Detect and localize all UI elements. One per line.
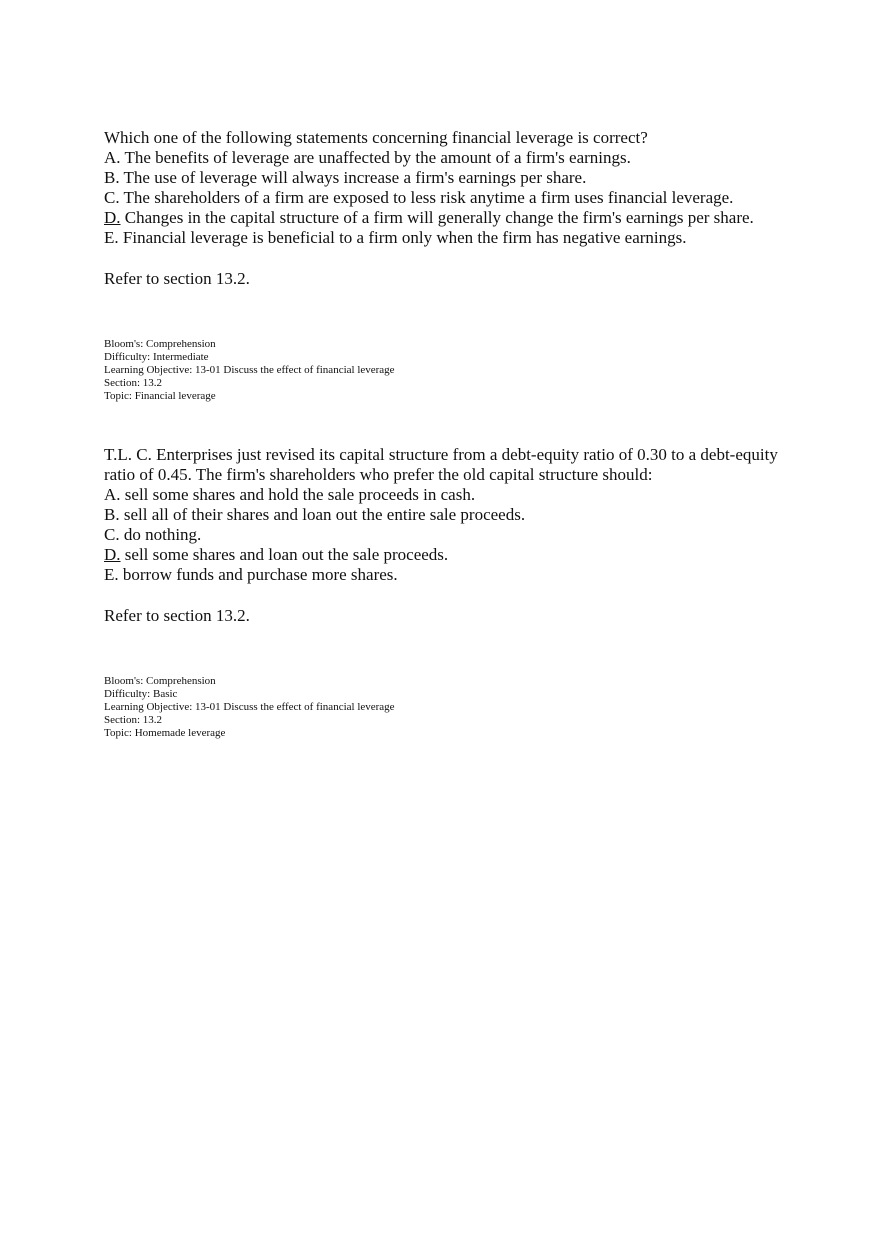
option-text: The use of leverage will always increase a firm's earnings per share. bbox=[119, 168, 587, 187]
section-number: Section: 13.2 bbox=[104, 377, 163, 389]
question-stem: T.L. C. Enterprises just revised its capital structure from a debt-equity ratio of 0.30 to a debt-equity ratio of 0.45. The firm's shareholders who prefer the old capital structure should: bbox=[104, 445, 778, 484]
section-reference: Refer to section 13.2. bbox=[104, 606, 250, 625]
topic: Topic: Financial leverage bbox=[104, 390, 216, 402]
option-text: Changes in the capital structure of a firm will generally change the firm's earnings per share. bbox=[120, 208, 754, 227]
option-letter: E. bbox=[104, 565, 119, 584]
option-text: Financial leverage is beneficial to a firm only when the firm has negative earnings. bbox=[118, 228, 687, 247]
option-letter: E. bbox=[104, 228, 119, 247]
section-number: Section: 13.2 bbox=[104, 714, 163, 726]
option-letter: B. bbox=[104, 168, 120, 187]
question-stem: Which one of the following statements concerning financial leverage is correct? bbox=[104, 128, 648, 147]
option-text: The shareholders of a firm are exposed to less risk anytime a firm uses financial leverage. bbox=[119, 188, 734, 207]
option-letter: C. bbox=[104, 188, 120, 207]
difficulty-level: Difficulty: Intermediate bbox=[104, 351, 209, 363]
answer-option-e bbox=[104, 228, 784, 248]
correct-option-letter: D. bbox=[104, 545, 121, 564]
question-block-2 bbox=[104, 445, 784, 740]
learning-objective: Learning Objective: 13-01 Discuss the effect of financial leverage bbox=[104, 364, 395, 376]
answer-option-b bbox=[104, 168, 784, 188]
learning-objective: Learning Objective: 13-01 Discuss the effect of financial leverage bbox=[104, 701, 395, 713]
section-reference: Refer to section 13.2. bbox=[104, 269, 250, 288]
difficulty-level: Difficulty: Basic bbox=[104, 688, 178, 700]
answer-option-d-correct bbox=[104, 545, 784, 565]
option-letter: B. bbox=[104, 505, 120, 524]
answer-option-d-correct bbox=[104, 208, 784, 228]
topic: Topic: Homemade leverage bbox=[104, 727, 226, 739]
question-block-1 bbox=[104, 128, 784, 403]
answer-option-c bbox=[104, 188, 784, 208]
option-text: sell some shares and loan out the sale proceeds. bbox=[120, 545, 449, 564]
option-letter: C. bbox=[104, 525, 120, 544]
answer-option-c bbox=[104, 525, 784, 545]
answer-option-a bbox=[104, 485, 784, 505]
option-letter: A. bbox=[104, 148, 121, 167]
option-text: do nothing. bbox=[119, 525, 202, 544]
question-metadata bbox=[104, 675, 784, 740]
option-letter: A. bbox=[104, 485, 121, 504]
option-text: The benefits of leverage are unaffected by the amount of a firm's earnings. bbox=[120, 148, 631, 167]
answer-option-a bbox=[104, 148, 784, 168]
option-text: sell all of their shares and loan out the entire sale proceeds. bbox=[119, 505, 526, 524]
answer-option-b bbox=[104, 505, 784, 525]
correct-option-letter: D. bbox=[104, 208, 121, 227]
option-text: sell some shares and hold the sale proceeds in cash. bbox=[120, 485, 476, 504]
answer-option-e bbox=[104, 565, 784, 585]
option-text: borrow funds and purchase more shares. bbox=[118, 565, 398, 584]
question-metadata bbox=[104, 338, 784, 403]
bloom-level: Bloom's: Comprehension bbox=[104, 675, 216, 687]
bloom-level: Bloom's: Comprehension bbox=[104, 338, 216, 350]
